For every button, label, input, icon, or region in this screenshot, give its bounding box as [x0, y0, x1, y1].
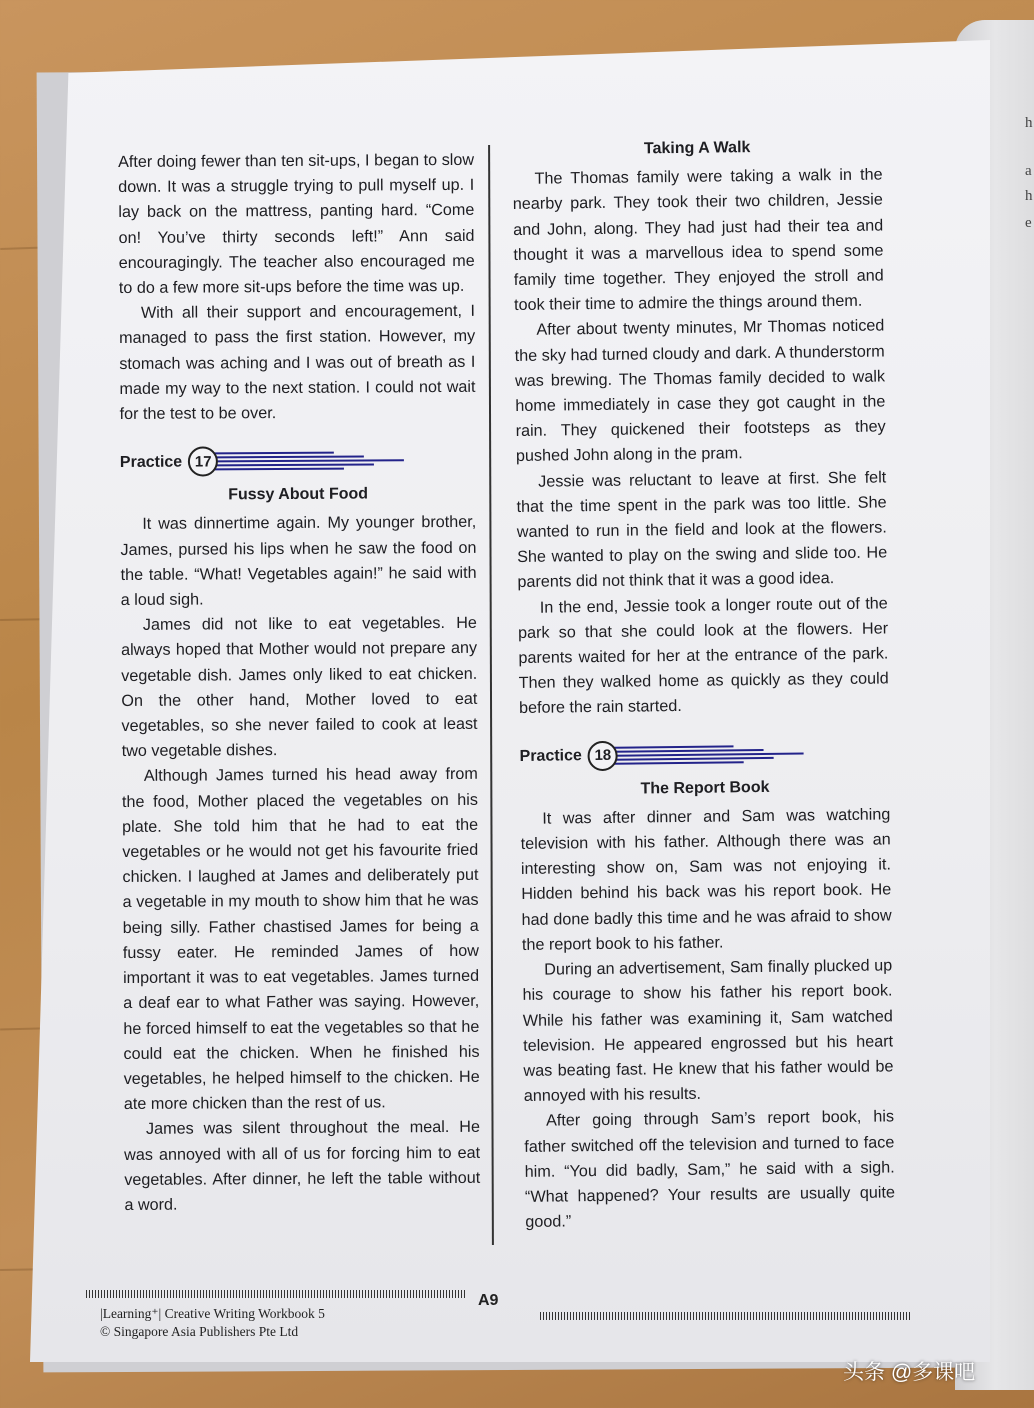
peek-letter: e — [1025, 215, 1032, 231]
peek-letter: h — [1025, 115, 1033, 131]
practice-heading-18 — [519, 735, 889, 774]
practice-label: Practice — [119, 453, 183, 471]
peek-letter: a — [1025, 163, 1032, 179]
speed-lines-icon — [214, 448, 404, 473]
peek-letter: h — [1025, 188, 1033, 204]
practice-heading-17 — [120, 443, 476, 479]
story-title: Taking A Walk — [643, 139, 751, 158]
left-column — [118, 148, 481, 1218]
book-title: |Learning⁺| Creative Writing Workbook 5 — [100, 1306, 325, 1321]
paragraph: It was after dinner and Sam was watching television with his father. Although there was an interesting show on, Sam was not enjoying it. Hidden behind his back was his report book. He had done badly this time and he was afraid to show the report book to his father. — [520, 805, 892, 954]
paragraph: Jessie was reluctant to leave at first. She felt that the time spent in the park was too little. She wanted to run in the field and look at the flowers. She wanted to play on the swing and slide too. He parents did not think that it was a good idea. — [516, 468, 888, 592]
story-title: Fussy About Food — [228, 485, 369, 504]
watermark: 头条 @多课吧 — [843, 1361, 976, 1384]
paragraph: After going through Sam’s report book, his father switched off the television and turned to face him. “You did badly, Sam,” he said with a sigh. “What happened? Your results are usually quite good.” — [524, 1107, 896, 1232]
right-column — [512, 129, 895, 1235]
paragraph: The Thomas family were taking a walk in the nearby park. They took their two children, Jessie and John, along. They had just had their tea and thought it was a marvellous idea to spend some family time together. They enjoyed the stroll and took their time to admire the things around them. — [512, 165, 884, 315]
paragraph: It was dinnertime again. My younger brother, James, pursed his lips when he saw the food on the table. “What! Vegetables again!” he said with a loud sigh. — [120, 513, 477, 610]
page-number: A9 — [478, 1292, 499, 1309]
footer-credits — [100, 1305, 325, 1341]
speed-lines-icon — [614, 741, 804, 767]
footer-rule — [86, 1290, 466, 1298]
paragraph: Although James turned his head away from the food, Mother placed the vegetables on his plate. She told him that he had to eat the vegetables or he would not get his favourite fried chicken. I laughed at James and deliberately put a vegetable in my mouth to show him that he was being silly. Father chastised James for being a fussy eater. He reminded James of how important it was to eat vegetables. James turned a deaf ear to what Father was saying. However, he forced himself to eat the vegetables so that he could eat the chicken. When he finished his vegetables, he helped himself to the chicken. He ate more chicken than the rest of us. — [121, 765, 480, 1114]
copyright: © Singapore Asia Publishers Pte Ltd — [100, 1324, 299, 1339]
paragraph: James did not like to eat vegetables. He always hoped that Mother would not prepare any vegetable dish. James only liked to eat chicken. On the other hand, Mother loved to eat vegetables, so she never failed to cook at least two vegetable dishes. — [121, 614, 478, 761]
paragraph: After doing fewer than ten sit-ups, I began to slow down. It was a struggle trying to pull myself up. I lay back on the mattress, panting hard. “Come on! You’ve thirty seconds left!” Ann said encouragingly. The teacher also encouraged me to do a few more sit-ups before the time was up. — [118, 150, 475, 298]
story-title: The Report Book — [640, 778, 770, 798]
paragraph: James was silent throughout the meal. He was annoyed with all of us for forcing him to eat vegetables. After dinner, he left the table without a word. — [124, 1118, 481, 1214]
paragraph: During an advertisement, Sam finally plucked up his courage to show his father his report book. While his father was examining it, Sam watched television. He appeared engrossed but his heart was beating fast. He knew that his father would be annoyed with his results. — [522, 956, 894, 1106]
paragraph: After about twenty minutes, Mr Thomas noticed the sky had turned cloudy and dark. A thunderstorm was brewing. The Thomas family decided to walk home immediately in case they got caught in the rain. They quickened their footsteps as they pushed John along in the pram. — [514, 316, 886, 466]
paragraph: In the end, Jessie took a longer route out of the park so that she could look at the flowers. Her parents waited for her at the entrance of the park. Then they walked home as quickly as they could before the rain started. — [517, 594, 889, 718]
footer-rule — [540, 1312, 910, 1320]
paragraph: With all their support and encouragement, I managed to pass the first station. However, my stomach was aching and I was out of breath as I made my way to the next station. I could not wait for the test to be over. — [119, 302, 476, 424]
practice-number-badge: 17 — [188, 447, 218, 477]
practice-number-badge: 18 — [588, 740, 618, 770]
practice-label: Practice — [519, 747, 582, 766]
